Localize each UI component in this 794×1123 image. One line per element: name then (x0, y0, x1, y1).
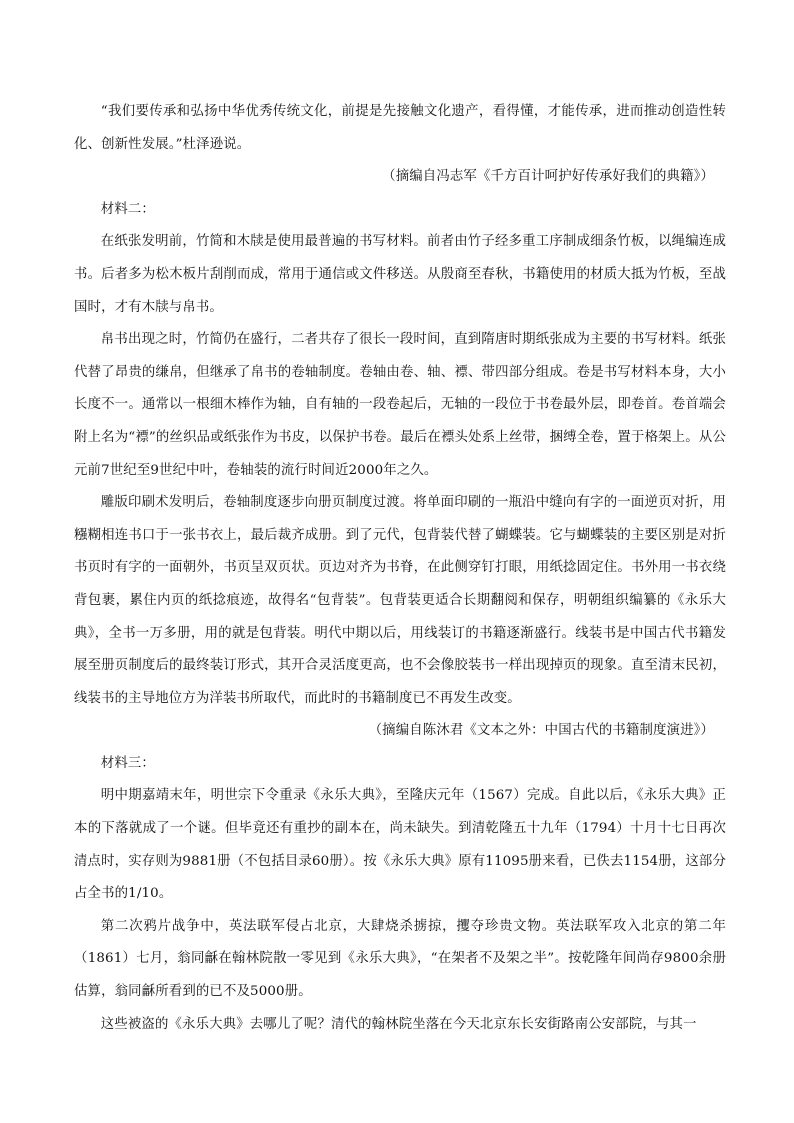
paragraph-stolen-volumes: 这些被盗的《永乐大典》去哪儿了呢？清代的翰林院坐落在今天北京东长安街路南公安部院，与其一 (100, 1016, 697, 1032)
paragraph-bound-books: 雕版印刷术发明后，卷轴制度逐步向册页制度过渡。将单面印刷的一瓶沿中缝向有字的一面逆页对折，用糨糊相连书口于一张书衣上，最后裁齐成册。到了元代，包背装代替了蝴蝶装。它与蝴蝶装的主要区别是对折书页时有字的一面朝外，书页呈双页状。页边对齐为书脊，在此侧穿钉打眼，用纸捻固定住。书外用一书衣绕背包裹，累住内页的纸捻痕迹，故得名“包背装”。包背装更适合长期翻阅和保存，明朝组织编纂的《永乐大典》，全书一万多册，用的就是包背装。明代中期以后，用线装订的书籍逐渐盛行。线装书是中国古代书籍发展至册页制度后的最终装订形式，其开合灵活度更高，也不会像胶装书一样出现掉页的现象。直至清末民初，线装书的主导地位方为洋装书所取代，而此时的书籍制度已不再发生改变。 (74, 495, 726, 706)
material-two-heading: 材料二： (100, 201, 155, 217)
source-citation-2: （摘编自陈沐君《文本之外：中国古代的书籍制度演进》） (368, 723, 714, 739)
paragraph-bamboo-slips: 在纸张发明前，竹简和木牍是使用最普遍的书写材料。前者由竹子经多重工序制成细条竹板，以绳编连成书。后者多为松木板片刮削而成，常用于通信或文件移送。从殷商至春秋，书籍使用的材质大抵为竹板，至战国时，才有木牍与帛书。 (74, 234, 726, 315)
material-three-heading: 材料三： (100, 755, 155, 771)
paragraph-opium-war: 第二次鸦片战争中，英法联军侵占北京，大肆烧杀掳掠，攫夺珍贵文物。英法联军攻入北京的第二年（1861）七月，翁同龢在翰林院散一零见到《永乐大典》，“在架者不及架之半”。按乾隆年间尚存9800余册估算，翁同龢所看到的已不及5000册。 (74, 918, 726, 1000)
document-body (74, 96, 726, 1041)
paragraph-yongle-dadian: 明中期嘉靖末年，明世宗下令重录《永乐大典》，至隆庆元年（1567）完成。自此以后，《永乐大典》正本的下落就成了一个谜。但毕竟还有重抄的副本在，尚未缺失。到清乾隆五十九年（1794）十月十七日再次清点时，实存则为9881册（不包括目录60册）。按《永乐大典》原有11095册来看，已佚去1154册，这部分占全书的1/10。 (74, 788, 726, 902)
source-citation-1: （摘编自冯志军《千方百计呵护好传承好我们的典籍》） (382, 169, 714, 185)
paragraph-scroll-system: 帛书出现之时，竹简仍在盛行，二者共存了很长一段时间，直到隋唐时期纸张成为主要的书写材料。纸张代替了昂贵的缣帛，但继承了帛书的卷轴制度。卷轴由卷、轴、褾、带四部分组成。卷是书写材料本身，大小长度不一。通常以一根细木棒作为轴，自有轴的一段卷起后，无轴的一段位于书卷最外层，即卷首。卷首端会附上名为“褾”的丝织品或纸张作为书皮，以保护书卷。最后在褾头处系上丝带，捆缚全卷，置于格架上。从公元前7世纪至9世纪中叶，卷轴装的流行时间近2000年之久。 (74, 332, 726, 478)
paragraph-quote: “我们要传承和弘扬中华优秀传统文化，前提是先接触文化遗产，看得懂，才能传承，进而推动创造性转化、创新性发展。”杜泽逊说。 (74, 104, 726, 152)
